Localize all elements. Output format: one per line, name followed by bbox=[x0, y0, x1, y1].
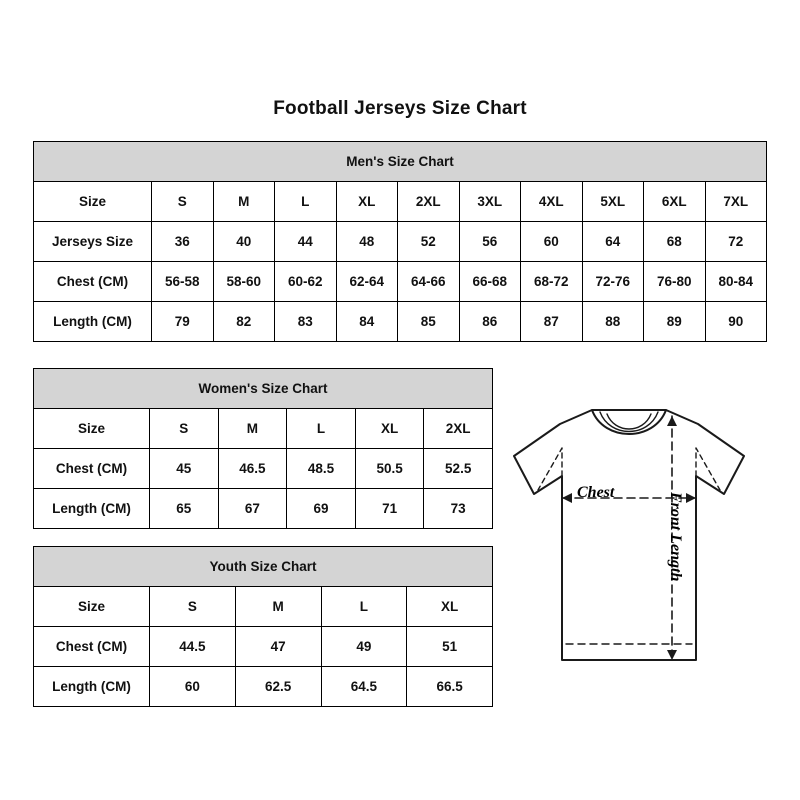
row-label: Jerseys Size bbox=[34, 222, 152, 262]
youth-size-chart bbox=[33, 546, 493, 707]
front-length-arrow-bottom bbox=[667, 650, 677, 660]
row-label: Length (CM) bbox=[34, 667, 150, 707]
table-cell: 89 bbox=[644, 302, 706, 342]
table-cell: 68-72 bbox=[521, 262, 583, 302]
column-header: L bbox=[287, 409, 356, 449]
table-cell: 52.5 bbox=[424, 449, 493, 489]
row-header-label: Size bbox=[34, 587, 150, 627]
table-row bbox=[34, 262, 767, 302]
column-header: M bbox=[235, 587, 321, 627]
table-cell: 47 bbox=[235, 627, 321, 667]
table-cell: 52 bbox=[398, 222, 460, 262]
mens-table-caption: Men's Size Chart bbox=[34, 142, 767, 182]
table-cell: 73 bbox=[424, 489, 493, 529]
tshirt-measurement-diagram bbox=[500, 398, 780, 698]
table-cell: 76-80 bbox=[644, 262, 706, 302]
row-label: Length (CM) bbox=[34, 489, 150, 529]
row-header-label: Size bbox=[34, 409, 150, 449]
table-cell: 60 bbox=[521, 222, 583, 262]
table-cell: 65 bbox=[150, 489, 219, 529]
table-cell: 82 bbox=[213, 302, 275, 342]
column-header: L bbox=[275, 182, 337, 222]
column-header: M bbox=[218, 409, 287, 449]
chest-arrow-right bbox=[686, 493, 696, 503]
column-header: S bbox=[150, 409, 219, 449]
table-header-row bbox=[34, 182, 767, 222]
front-length-measurement-label: Front Length bbox=[667, 492, 684, 582]
page-title: Football Jerseys Size Chart bbox=[273, 98, 527, 119]
table-row bbox=[34, 449, 493, 489]
row-label: Chest (CM) bbox=[34, 627, 150, 667]
mens-size-chart bbox=[33, 141, 767, 342]
table-cell: 72-76 bbox=[582, 262, 644, 302]
table-header-row bbox=[34, 409, 493, 449]
column-header: 7XL bbox=[705, 182, 767, 222]
table-cell: 60-62 bbox=[275, 262, 337, 302]
table-cell: 62-64 bbox=[336, 262, 398, 302]
chest-measurement-label: Chest bbox=[577, 484, 615, 501]
column-header: 6XL bbox=[644, 182, 706, 222]
mens-size-table bbox=[33, 141, 767, 342]
table-cell: 80-84 bbox=[705, 262, 767, 302]
column-header: S bbox=[152, 182, 214, 222]
table-cell: 45 bbox=[150, 449, 219, 489]
column-header: 5XL bbox=[582, 182, 644, 222]
table-cell: 44 bbox=[275, 222, 337, 262]
row-header-label: Size bbox=[34, 182, 152, 222]
table-cell: 48.5 bbox=[287, 449, 356, 489]
row-label: Chest (CM) bbox=[34, 262, 152, 302]
table-cell: 83 bbox=[275, 302, 337, 342]
table-cell: 84 bbox=[336, 302, 398, 342]
table-cell: 64.5 bbox=[321, 667, 407, 707]
table-cell: 86 bbox=[459, 302, 521, 342]
column-header: 2XL bbox=[398, 182, 460, 222]
column-header: 2XL bbox=[424, 409, 493, 449]
table-cell: 66-68 bbox=[459, 262, 521, 302]
table-cell: 67 bbox=[218, 489, 287, 529]
table-row bbox=[34, 489, 493, 529]
table-row bbox=[34, 667, 493, 707]
table-cell: 44.5 bbox=[150, 627, 236, 667]
front-length-arrow-top bbox=[667, 416, 677, 426]
table-cell: 40 bbox=[213, 222, 275, 262]
table-caption-row bbox=[34, 547, 493, 587]
youth-table-caption: Youth Size Chart bbox=[34, 547, 493, 587]
table-cell: 64 bbox=[582, 222, 644, 262]
table-cell: 51 bbox=[407, 627, 493, 667]
table-caption-row bbox=[34, 142, 767, 182]
table-cell: 79 bbox=[152, 302, 214, 342]
table-cell: 72 bbox=[705, 222, 767, 262]
table-cell: 48 bbox=[336, 222, 398, 262]
table-cell: 87 bbox=[521, 302, 583, 342]
table-row bbox=[34, 302, 767, 342]
table-cell: 62.5 bbox=[235, 667, 321, 707]
table-row bbox=[34, 222, 767, 262]
table-cell: 88 bbox=[582, 302, 644, 342]
table-cell: 85 bbox=[398, 302, 460, 342]
table-cell: 36 bbox=[152, 222, 214, 262]
table-cell: 64-66 bbox=[398, 262, 460, 302]
column-header: L bbox=[321, 587, 407, 627]
table-cell: 60 bbox=[150, 667, 236, 707]
youth-size-table bbox=[33, 546, 493, 707]
chest-arrow-left bbox=[562, 493, 572, 503]
table-cell: 66.5 bbox=[407, 667, 493, 707]
table-cell: 46.5 bbox=[218, 449, 287, 489]
column-header: 4XL bbox=[521, 182, 583, 222]
table-cell: 68 bbox=[644, 222, 706, 262]
column-header: XL bbox=[407, 587, 493, 627]
table-cell: 50.5 bbox=[355, 449, 424, 489]
womens-size-chart bbox=[33, 368, 493, 529]
table-cell: 90 bbox=[705, 302, 767, 342]
table-cell: 69 bbox=[287, 489, 356, 529]
table-cell: 58-60 bbox=[213, 262, 275, 302]
row-label: Length (CM) bbox=[34, 302, 152, 342]
column-header: S bbox=[150, 587, 236, 627]
table-cell: 49 bbox=[321, 627, 407, 667]
column-header: XL bbox=[355, 409, 424, 449]
table-cell: 56-58 bbox=[152, 262, 214, 302]
row-label: Chest (CM) bbox=[34, 449, 150, 489]
column-header: XL bbox=[336, 182, 398, 222]
womens-size-table bbox=[33, 368, 493, 529]
womens-table-caption: Women's Size Chart bbox=[34, 369, 493, 409]
table-header-row bbox=[34, 587, 493, 627]
column-header: 3XL bbox=[459, 182, 521, 222]
tshirt-outline-icon bbox=[500, 398, 780, 698]
table-cell: 71 bbox=[355, 489, 424, 529]
table-cell: 56 bbox=[459, 222, 521, 262]
table-row bbox=[34, 627, 493, 667]
column-header: M bbox=[213, 182, 275, 222]
table-caption-row bbox=[34, 369, 493, 409]
